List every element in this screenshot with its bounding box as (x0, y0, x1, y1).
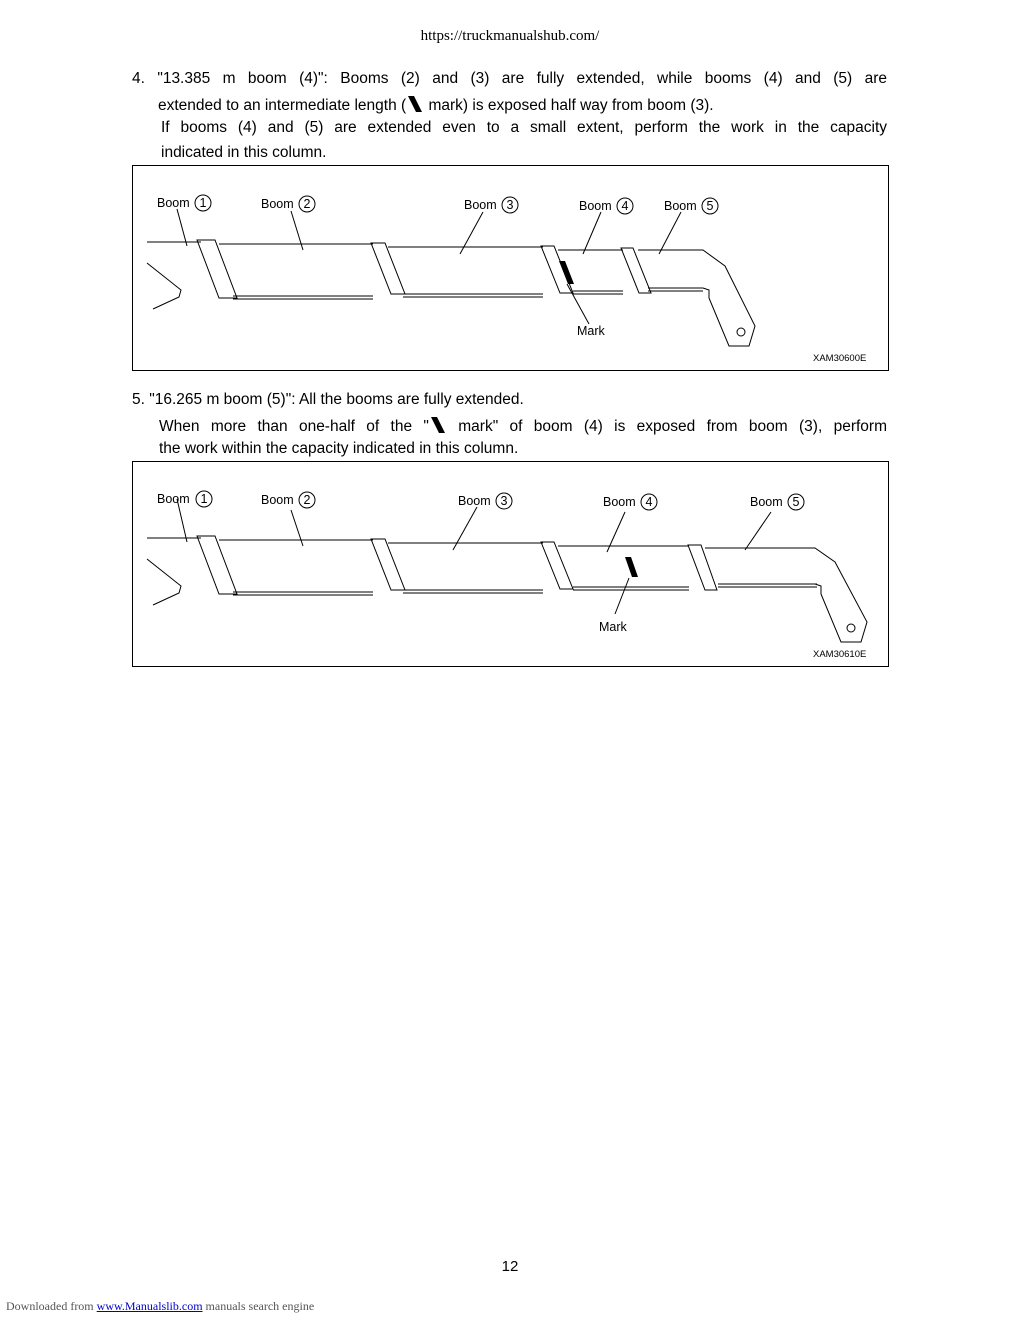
fig2-num-5: 5 (792, 495, 800, 509)
boom-mark-icon (625, 557, 638, 577)
fig1-label-boom1: Boom (157, 196, 190, 210)
fig2-num-3: 3 (500, 494, 508, 508)
section4-line2 (158, 95, 887, 117)
fig1-num-3: 3 (506, 198, 514, 212)
mark-symbol-icon (408, 96, 422, 112)
boom-4-diagram-drawing (133, 166, 890, 372)
boom-5-diagram-drawing (133, 462, 890, 668)
section4-line4: indicated in this column. (161, 144, 327, 161)
fig2-label-boom5: Boom (750, 495, 783, 509)
footer-manualslib-link[interactable]: www.Manualslib.com (96, 1299, 203, 1313)
fig1-label-boom5: Boom (664, 199, 697, 213)
section5-line3: the work within the capacity indicated in this column. (159, 440, 519, 457)
section4-line2-end: mark) is exposed half way from boom (3). (424, 97, 714, 114)
fig1-num-1: 1 (199, 196, 207, 210)
footer-suffix: manuals search engine (202, 1299, 315, 1313)
figure-boom-4-diagram (132, 165, 889, 371)
fig2-label-mark: Mark (599, 620, 627, 634)
section4-line3: If booms (4) and (5) are extended even to a small extent, perform the work in the capacity (161, 119, 887, 136)
fig1-label-boom4: Boom (579, 199, 612, 213)
footer (6, 1299, 314, 1314)
fig2-num-1: 1 (200, 492, 208, 506)
fig2-label-boom1: Boom (157, 492, 190, 506)
fig1-num-2: 2 (303, 197, 311, 211)
fig2-num-2: 2 (303, 493, 311, 507)
header-url: https://truckmanualshub.com/ (420, 28, 600, 44)
fig1-code: XAM30600E (813, 353, 867, 364)
fig1-label-boom3: Boom (464, 198, 497, 212)
fig2-label-boom3: Boom (458, 494, 491, 508)
fig2-code: XAM30610E (813, 649, 867, 660)
fig1-label-boom2: Boom (261, 197, 294, 211)
fig2-num-4: 4 (645, 495, 653, 509)
fig2-label-boom2: Boom (261, 493, 294, 507)
section5-line2-end: mark" of boom (4) is exposed from boom (3), perform (446, 418, 887, 435)
section5-line2 (159, 416, 887, 438)
fig1-label-mark: Mark (577, 324, 605, 338)
section4-line1: 4. "13.385 m boom (4)": Booms (2) and (3) are fully extended, while booms (4) and (5) are (132, 70, 887, 87)
page-number: 12 (501, 1258, 519, 1275)
mark-symbol-icon (431, 417, 445, 433)
footer-prefix: Downloaded from (6, 1299, 97, 1313)
boom-mark-icon (559, 261, 574, 284)
fig1-num-4: 4 (621, 199, 629, 213)
figure-boom-5-diagram (132, 461, 889, 667)
fig2-label-boom4: Boom (603, 495, 636, 509)
section5-line2-start: When more than one-half of the " (159, 418, 429, 435)
section4-line2-start: extended to an intermediate length ( (158, 97, 407, 114)
section5-line1: 5. "16.265 m boom (5)": All the booms are fully extended. (132, 391, 524, 408)
fig1-num-5: 5 (706, 199, 714, 213)
